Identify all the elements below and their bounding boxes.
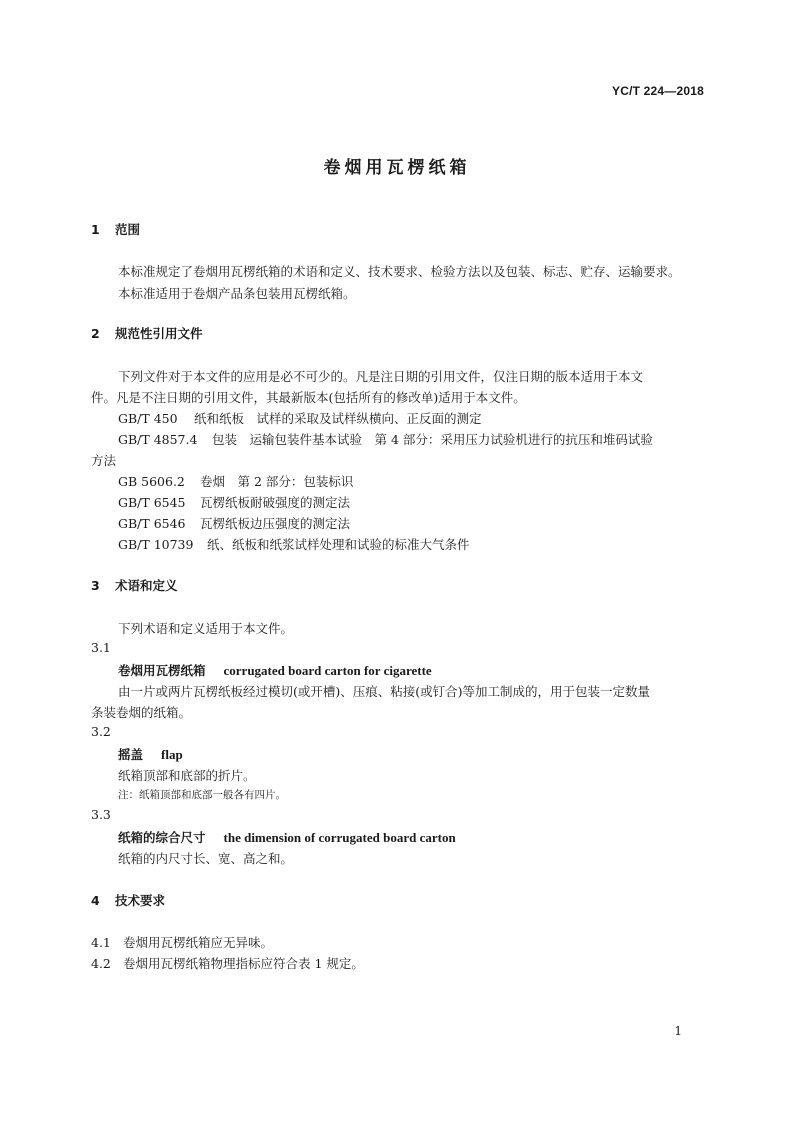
- reference-item: [118, 472, 353, 490]
- section-heading-normative-references: [91, 324, 203, 342]
- reference-title: 卷烟 第 2 部分：包装标识: [200, 474, 354, 489]
- term-heading: [118, 828, 456, 846]
- section-number: 2: [91, 326, 100, 341]
- section-title: 范围: [115, 222, 141, 237]
- section-number: 1: [91, 222, 100, 237]
- document-title: 卷烟用瓦楞纸箱: [323, 158, 471, 178]
- reference-item: [118, 409, 482, 427]
- reference-continuation: 方法: [91, 453, 117, 468]
- section-title: 技术要求: [115, 893, 166, 908]
- section-heading-technical-requirements: [91, 891, 165, 909]
- reference-item: [118, 430, 653, 448]
- term-note: 注：纸箱顶部和底部一般各有四片。: [118, 789, 286, 801]
- term-definition-line-1: 纸箱顶部和底部的折片。: [118, 768, 256, 783]
- term-english: the dimension of corrugated board carton: [223, 830, 456, 845]
- scope-paragraph-1: 本标准规定了卷烟用瓦楞纸箱的术语和定义、技术要求、检验方法以及包装、标志、贮存、运输要求。: [118, 264, 681, 279]
- term-number: 3.3: [91, 807, 111, 822]
- section-heading-terms: [91, 576, 178, 594]
- term-chinese: 纸箱的综合尺寸: [118, 830, 206, 845]
- requirement-number: 4.1: [91, 935, 111, 950]
- section-title: 规范性引用文件: [115, 326, 203, 341]
- term-english: corrugated board carton for cigarette: [223, 663, 432, 678]
- reference-title: 纸和纸板 试样的采取及试样纵横向、正反面的测定: [194, 411, 482, 426]
- term-heading: [118, 745, 183, 763]
- reference-code: GB 5606.2: [118, 474, 185, 489]
- requirement-number: 4.2: [91, 956, 111, 971]
- reference-item: [118, 493, 350, 511]
- term-definition-line-2: 条装卷烟的纸箱。: [91, 705, 192, 720]
- reference-title: 包装 运输包装件基本试验 第 4 部分：采用压力试验机进行的抗压和堆码试验: [212, 432, 653, 447]
- reference-code: GB/T 10739: [118, 537, 194, 552]
- term-definition-line-1: 由一片或两片瓦楞纸板经过模切(或开槽)、压痕、粘接(或钉合)等加工制成的，用于包装一定数量: [118, 684, 651, 699]
- term-chinese: 卷烟用瓦楞纸箱: [118, 663, 206, 678]
- requirement-item: [91, 954, 364, 972]
- reference-item: [118, 514, 350, 532]
- section-title: 术语和定义: [115, 578, 178, 593]
- reference-title: 纸、纸板和纸浆试样处理和试验的标准大气条件: [207, 537, 470, 552]
- normative-intro-line-2: 件。凡是不注日期的引用文件，其最新版本(包括所有的修改单)适用于本文件。: [91, 390, 526, 405]
- requirement-item: [91, 933, 273, 951]
- term-chinese: 摇盖: [118, 747, 144, 762]
- reference-code: GB/T 6545: [118, 495, 186, 510]
- document-code: YC/T 224—2018: [612, 84, 704, 98]
- reference-title: 瓦楞纸板耐破强度的测定法: [200, 495, 351, 510]
- term-number: 3.2: [91, 724, 111, 739]
- reference-code: GB/T 4857.4: [118, 432, 198, 447]
- terms-intro: 下列术语和定义适用于本文件。: [118, 621, 294, 636]
- normative-intro-line-1: 下列文件对于本文件的应用是必不可少的。凡是注日期的引用文件，仅注日期的版本适用于本文: [118, 369, 644, 384]
- section-number: 4: [91, 893, 100, 908]
- requirement-text: 卷烟用瓦楞纸箱物理指标应符合表 1 规定。: [123, 956, 364, 971]
- requirement-text: 卷烟用瓦楞纸箱应无异味。: [123, 935, 274, 950]
- page-number: 1: [674, 1024, 682, 1038]
- term-heading: [118, 661, 432, 679]
- section-heading-scope: [91, 220, 140, 238]
- reference-item: [118, 535, 470, 553]
- reference-code: GB/T 6546: [118, 516, 186, 531]
- term-number: 3.1: [91, 640, 111, 655]
- term-english: flap: [161, 747, 183, 762]
- scope-paragraph-2: 本标准适用于卷烟产品条包装用瓦楞纸箱。: [118, 286, 356, 301]
- reference-code: GB/T 450: [118, 411, 178, 426]
- section-number: 3: [91, 578, 100, 593]
- term-definition-line-1: 纸箱的内尺寸长、宽、高之和。: [118, 851, 294, 866]
- reference-title: 瓦楞纸板边压强度的测定法: [200, 516, 351, 531]
